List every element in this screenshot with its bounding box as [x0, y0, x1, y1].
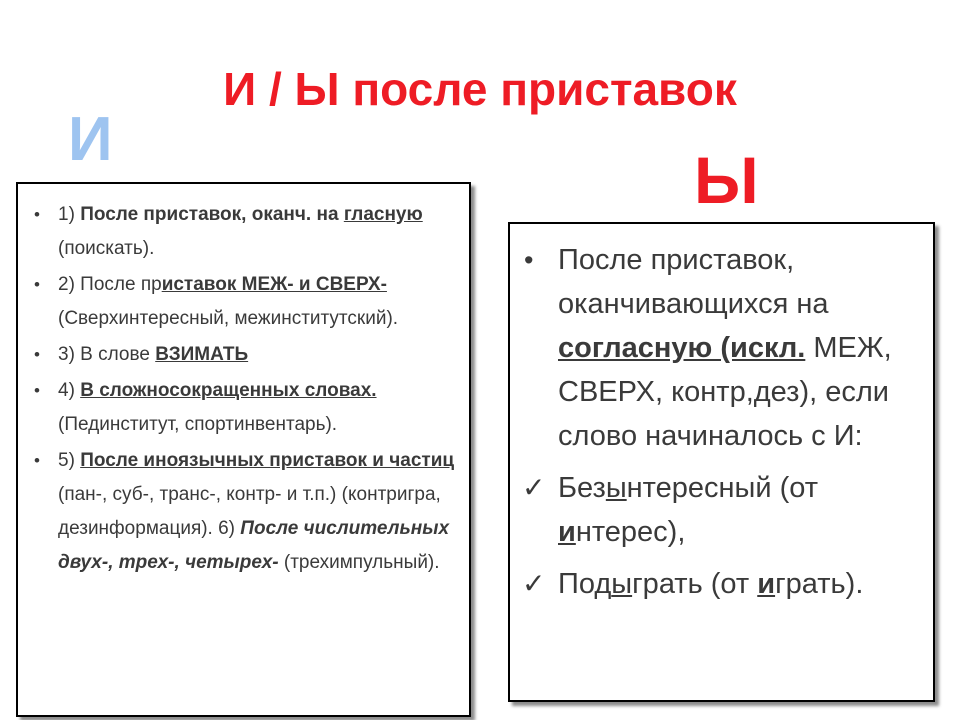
rule-y-item: • После приставок, оканчивающихся на согласную (искл. МЕЖ, СВЕРХ, контр,дез), если слово начиналось с И: [522, 238, 923, 458]
rules-i-list [18, 184, 469, 580]
example-y-item-1: ✓ Безынтересный (от интерес), [522, 466, 923, 554]
slide-title: И / Ы после приставок [223, 63, 737, 115]
rule-i-item-1: • 1) После приставок, оканч. на гласную (поискать). [32, 198, 459, 266]
bullet-icon: • [34, 451, 40, 470]
rule-i-item-2: • 2) После приставок МЕЖ- и СВЕРХ- (Сверхинтересный, межинститутский). [32, 268, 459, 336]
rule-i-item-3: • 3) В слове ВЗИМАТЬ [32, 338, 459, 372]
bullet-icon: • [34, 345, 40, 364]
letter-i-label: И [68, 105, 113, 174]
bullet-icon: • [34, 205, 40, 224]
checkmark-icon: ✓ [522, 567, 546, 600]
example-y-item-2: ✓ Подыграть (от играть). [522, 562, 923, 606]
checkmark-icon: ✓ [522, 471, 546, 504]
rules-y-list [510, 224, 933, 606]
bullet-icon: • [34, 381, 40, 400]
bullet-icon: • [34, 275, 40, 294]
rules-i-box [16, 182, 471, 717]
rule-i-item-5: • 5) После иноязычных приставок и частиц (пан-, суб-, транс-, контр- и т.п.) (контригра, дезинформация). 6) После числительных двух-, трех-, четырех- (трехимпульный). [32, 444, 459, 580]
rule-i-item-4: • 4) В сложносокращенных словах. (Пединститут, спортинвентарь). [32, 374, 459, 442]
bullet-icon: • [524, 245, 534, 275]
rules-y-box [508, 222, 935, 702]
letter-y-label: Ы [694, 143, 759, 217]
